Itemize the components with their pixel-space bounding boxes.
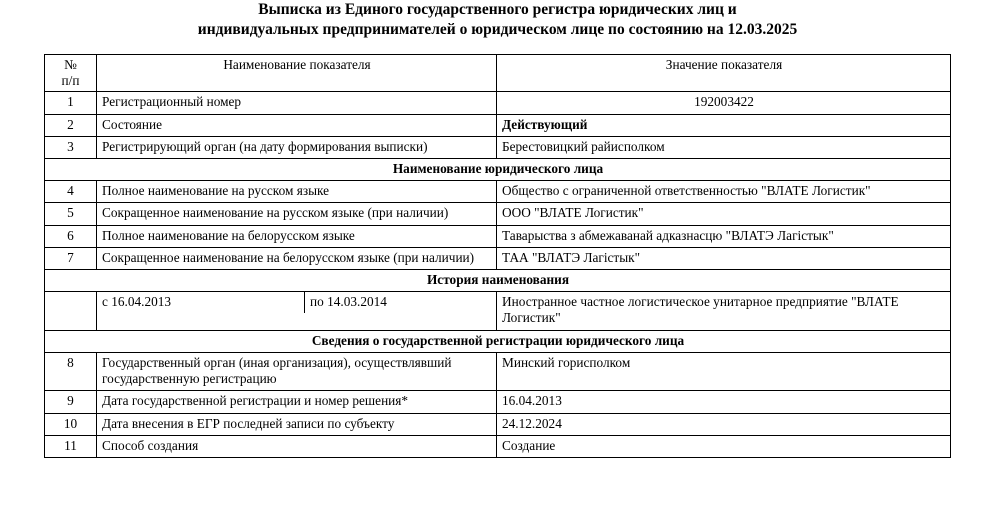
table-row [45, 435, 951, 457]
registry-table [44, 54, 951, 458]
page-title-line-1: Выписка из Единого государственного регистра юридических лиц и [258, 1, 737, 18]
row-value: 16.04.2013 [497, 391, 951, 413]
page-title [44, 0, 951, 41]
table-row [45, 225, 951, 247]
page-title-line-2: индивидуальных предпринимателей о юридическом лице по состоянию на 12.03.2025 [197, 21, 798, 39]
row-value: ТАА "ВЛАТЭ Лагістык" [497, 247, 951, 269]
row-number: 10 [45, 413, 97, 435]
history-date-from: с 16.04.2013 [97, 292, 305, 313]
table-header-number-line-2: п/п [61, 72, 80, 88]
table-row [45, 92, 951, 114]
row-value: Общество с ограниченной ответственностью "ВЛАТЕ Логистик" [497, 181, 951, 203]
row-number: 3 [45, 136, 97, 158]
table-header-number-line-1: № [64, 56, 77, 72]
row-name: Регистрирующий орган (на дату формирования выписки) [97, 136, 497, 158]
row-name: Дата внесения в ЕГР последней записи по субъекту [97, 413, 497, 435]
table-header-number [45, 54, 97, 91]
table-header-row [45, 54, 951, 91]
table-header-name: Наименование показателя [97, 54, 497, 91]
table-row [45, 136, 951, 158]
row-number: 9 [45, 391, 97, 413]
row-name: Полное наименование на русском языке [97, 181, 497, 203]
table-row [45, 203, 951, 225]
row-value: Таварыства з абмежаванай адказнасцю "ВЛАТЭ Лагістык" [497, 225, 951, 247]
table-row [45, 181, 951, 203]
row-value: Берестовицкий райисполком [497, 136, 951, 158]
row-number: 6 [45, 225, 97, 247]
table-header-value: Значение показателя [497, 54, 951, 91]
row-name: Государственный орган (иная организация), осуществлявший государственную регистрацию [97, 352, 497, 390]
history-row [45, 292, 951, 330]
section-header-row [45, 158, 951, 180]
row-name: Полное наименование на белорусском языке [97, 225, 497, 247]
row-value: ООО "ВЛАТЕ Логистик" [497, 203, 951, 225]
row-name: Сокращенное наименование на русском языке (при наличии) [97, 203, 497, 225]
row-value: Создание [497, 435, 951, 457]
row-number: 1 [45, 92, 97, 114]
section-title: Сведения о государственной регистрации юридического лица [45, 330, 951, 352]
table-row [45, 247, 951, 269]
row-name: Состояние [97, 114, 497, 136]
section-title: История наименования [45, 270, 951, 292]
row-name: Способ создания [97, 435, 497, 457]
row-name: Дата государственной регистрации и номер решения* [97, 391, 497, 413]
row-number: 11 [45, 435, 97, 457]
table-row [45, 391, 951, 413]
history-value: Иностранное частное логистическое унитарное предприятие "ВЛАТЕ Логистик" [497, 292, 951, 330]
section-title: Наименование юридического лица [45, 158, 951, 180]
section-header-row [45, 270, 951, 292]
row-value: 24.12.2024 [497, 413, 951, 435]
history-date-to: по 14.03.2014 [310, 294, 387, 310]
row-name: Сокращенное наименование на белорусском языке (при наличии) [97, 247, 497, 269]
row-number: 8 [45, 352, 97, 390]
row-number: 7 [45, 247, 97, 269]
history-period-cell [97, 292, 497, 330]
row-value: Минский горисполком [497, 352, 951, 390]
history-spacer [45, 292, 97, 330]
row-number: 4 [45, 181, 97, 203]
row-value: 192003422 [497, 92, 951, 114]
row-value: Действующий [497, 114, 951, 136]
section-header-row [45, 330, 951, 352]
table-row [45, 114, 951, 136]
row-number: 5 [45, 203, 97, 225]
row-name: Регистрационный номер [97, 92, 497, 114]
table-row [45, 352, 951, 390]
row-number: 2 [45, 114, 97, 136]
table-row [45, 413, 951, 435]
